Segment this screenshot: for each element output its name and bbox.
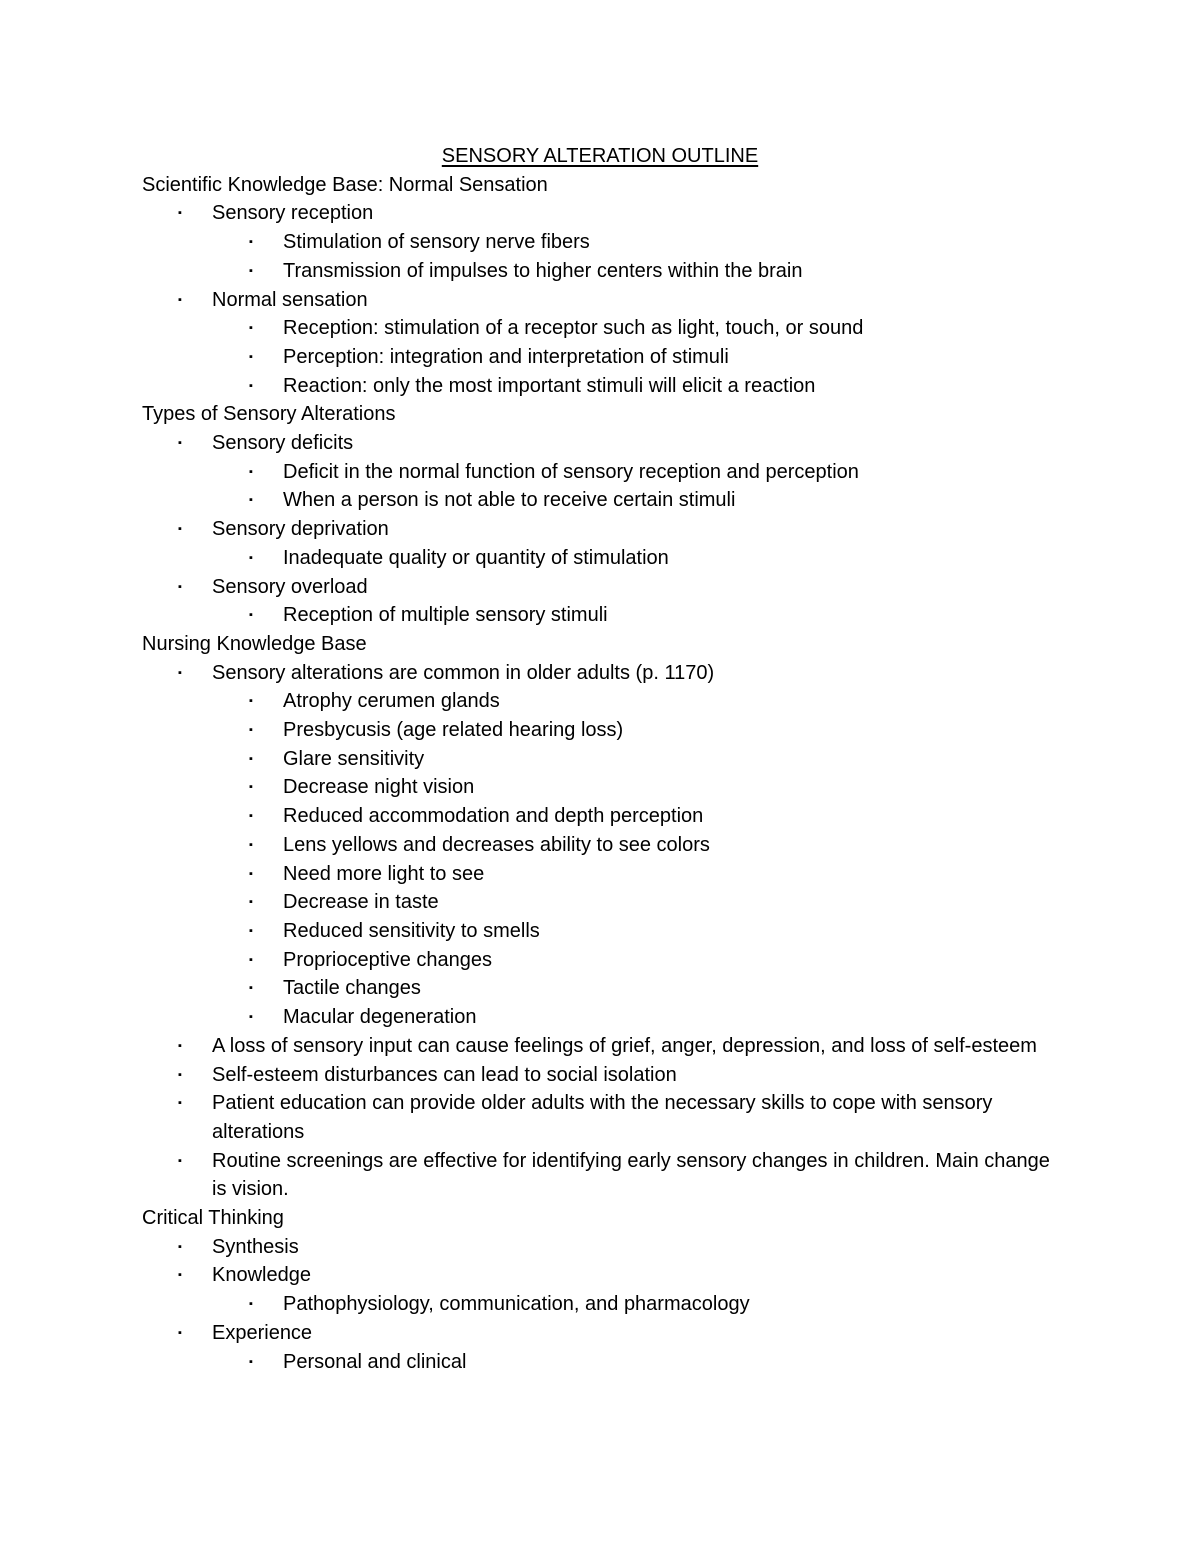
list-item-text: Normal sensation	[212, 288, 368, 311]
sub-list-item	[142, 257, 1082, 286]
sub-list-item-row	[142, 860, 1082, 889]
sub-bullet-list	[142, 458, 1082, 515]
square-bullet-icon: ▪	[249, 752, 253, 765]
sub-list-item-text: Lens yellows and decreases ability to see colors	[283, 833, 710, 856]
list-item-row	[142, 1061, 1082, 1090]
list-item	[142, 286, 1082, 401]
sub-bullet-list	[142, 687, 1082, 1031]
sub-list-item-row	[142, 745, 1082, 774]
list-item-row	[142, 573, 1082, 602]
sub-bullet-list	[142, 228, 1082, 285]
sub-list-item	[142, 860, 1082, 889]
square-bullet-icon: ▪	[249, 1011, 253, 1024]
square-bullet-icon: ▪	[178, 293, 182, 306]
sub-list-item-text: Glare sensitivity	[283, 747, 425, 770]
list-item-row	[142, 1233, 1082, 1262]
sub-list-item-row	[142, 544, 1082, 573]
sub-bullet-list	[142, 314, 1082, 400]
sub-list-item-text: Reduced sensitivity to smells	[283, 919, 540, 942]
square-bullet-icon: ▪	[249, 551, 253, 564]
list-item-row	[142, 1147, 1082, 1204]
list-item	[142, 659, 1082, 1032]
sub-list-item-text: Stimulation of sensory nerve fibers	[283, 231, 590, 254]
sub-list-item	[142, 458, 1082, 487]
sub-list-item-row	[142, 314, 1082, 343]
list-item-row	[142, 286, 1082, 315]
square-bullet-icon: ▪	[249, 236, 253, 249]
square-bullet-icon: ▪	[178, 1068, 182, 1081]
sub-list-item	[142, 802, 1082, 831]
sub-bullet-list	[142, 544, 1082, 573]
document-title: SENSORY ALTERATION OUTLINE	[441, 145, 759, 167]
list-item	[142, 1032, 1082, 1061]
section-heading: Critical Thinking	[142, 1207, 284, 1230]
sub-list-item-row	[142, 917, 1082, 946]
sub-list-item	[142, 228, 1082, 257]
list-item-row	[142, 199, 1082, 228]
list-item	[142, 199, 1082, 285]
sub-list-item-text: Reception: stimulation of a receptor such as light, touch, or sound	[283, 317, 864, 340]
sub-list-item-row	[142, 687, 1082, 716]
square-bullet-icon: ▪	[249, 724, 253, 737]
sub-list-item	[142, 687, 1082, 716]
sub-list-item-text: Transmission of impulses to higher centers within the brain	[283, 259, 803, 282]
square-bullet-icon: ▪	[249, 838, 253, 851]
sub-list-item	[142, 773, 1082, 802]
outline	[142, 171, 1082, 1377]
bullet-list	[142, 429, 1082, 630]
list-item-text: Sensory reception	[212, 202, 374, 225]
sub-list-item-row	[142, 372, 1082, 401]
sub-bullet-list	[142, 601, 1082, 630]
sub-list-item-text: Need more light to see	[283, 862, 485, 885]
sub-list-item	[142, 314, 1082, 343]
list-item	[142, 1233, 1082, 1262]
square-bullet-icon: ▪	[249, 695, 253, 708]
sub-list-item	[142, 745, 1082, 774]
list-item-text: Sensory alterations are common in older adults (p. 1170)	[212, 661, 715, 684]
square-bullet-icon: ▪	[178, 437, 182, 450]
list-item-row	[142, 429, 1082, 458]
list-item-text: Sensory overload	[212, 575, 368, 598]
sub-list-item-row	[142, 1290, 1082, 1319]
bullet-list	[142, 659, 1082, 1204]
sub-list-item	[142, 831, 1082, 860]
sub-list-item-row	[142, 946, 1082, 975]
sub-list-item-text: Presbycusis (age related hearing loss)	[283, 719, 624, 742]
section-heading: Scientific Knowledge Base: Normal Sensation	[142, 173, 548, 196]
list-item-text: Sensory deprivation	[212, 518, 389, 541]
square-bullet-icon: ▪	[249, 609, 253, 622]
square-bullet-icon: ▪	[178, 207, 182, 220]
sub-list-item-row	[142, 831, 1082, 860]
square-bullet-icon: ▪	[178, 1154, 182, 1167]
list-item	[142, 1147, 1082, 1204]
sub-list-item-text: Decrease in taste	[283, 891, 439, 914]
list-item	[142, 1261, 1082, 1318]
sub-list-item	[142, 486, 1082, 515]
sub-list-item-row	[142, 773, 1082, 802]
square-bullet-icon: ▪	[249, 494, 253, 507]
sub-list-item-row	[142, 228, 1082, 257]
list-item-row	[142, 515, 1082, 544]
list-item-row	[142, 1032, 1082, 1061]
bullet-list	[142, 199, 1082, 400]
sub-list-item-text: Proprioceptive changes	[283, 948, 493, 971]
list-item	[142, 1061, 1082, 1090]
list-item-row	[142, 1319, 1082, 1348]
sub-list-item-row	[142, 1003, 1082, 1032]
list-item	[142, 573, 1082, 630]
sub-list-item-text: Reception of multiple sensory stimuli	[283, 604, 608, 627]
sub-bullet-list	[142, 1290, 1082, 1319]
document-page	[142, 142, 1082, 1376]
sub-list-item	[142, 917, 1082, 946]
square-bullet-icon: ▪	[249, 350, 253, 363]
sub-list-item-row	[142, 458, 1082, 487]
sub-list-item	[142, 343, 1082, 372]
sub-list-item	[142, 1348, 1082, 1377]
list-item-text: Experience	[212, 1321, 313, 1344]
sub-bullet-list	[142, 1348, 1082, 1377]
list-item-text: Synthesis	[212, 1235, 299, 1258]
sub-list-item-text: Atrophy cerumen glands	[283, 690, 500, 713]
sub-list-item	[142, 974, 1082, 1003]
sub-list-item	[142, 888, 1082, 917]
sub-list-item	[142, 716, 1082, 745]
sub-list-item	[142, 372, 1082, 401]
square-bullet-icon: ▪	[249, 1298, 253, 1311]
square-bullet-icon: ▪	[178, 1039, 182, 1052]
section-heading: Nursing Knowledge Base	[142, 632, 367, 655]
square-bullet-icon: ▪	[249, 867, 253, 880]
list-item	[142, 1319, 1082, 1376]
square-bullet-icon: ▪	[178, 666, 182, 679]
list-item	[142, 515, 1082, 572]
list-item-text: A loss of sensory input can cause feelings of grief, anger, depression, and loss of self-esteem	[212, 1034, 1037, 1057]
section-heading: Types of Sensory Alterations	[142, 403, 396, 426]
square-bullet-icon: ▪	[249, 982, 253, 995]
sub-list-item-row	[142, 257, 1082, 286]
square-bullet-icon: ▪	[249, 953, 253, 966]
sub-list-item-text: Perception: integration and interpretation of stimuli	[283, 345, 729, 368]
square-bullet-icon: ▪	[249, 924, 253, 937]
sub-list-item-row	[142, 716, 1082, 745]
square-bullet-icon: ▪	[249, 1355, 253, 1368]
sub-list-item-row	[142, 343, 1082, 372]
square-bullet-icon: ▪	[178, 1240, 182, 1253]
square-bullet-icon: ▪	[249, 264, 253, 277]
square-bullet-icon: ▪	[178, 1326, 182, 1339]
sub-list-item-row	[142, 802, 1082, 831]
sub-list-item-row	[142, 601, 1082, 630]
square-bullet-icon: ▪	[249, 781, 253, 794]
sub-list-item-row	[142, 974, 1082, 1003]
sub-list-item-text: Decrease night vision	[283, 776, 475, 799]
sub-list-item	[142, 601, 1082, 630]
sub-list-item-text: Tactile changes	[283, 977, 421, 1000]
sub-list-item	[142, 1003, 1082, 1032]
sub-list-item-text: Reaction: only the most important stimuli will elicit a reaction	[283, 374, 816, 397]
sub-list-item-row	[142, 486, 1082, 515]
list-item-text: Patient education can provide older adults with the necessary skills to cope with sensory alterations	[212, 1092, 993, 1143]
square-bullet-icon: ▪	[178, 580, 182, 593]
square-bullet-icon: ▪	[249, 810, 253, 823]
square-bullet-icon: ▪	[178, 523, 182, 536]
sub-list-item-text: Reduced accommodation and depth perception	[283, 805, 704, 828]
bullet-list	[142, 1233, 1082, 1377]
square-bullet-icon: ▪	[178, 1269, 182, 1282]
list-item-text: Sensory deficits	[212, 432, 354, 455]
list-item	[142, 1089, 1082, 1146]
square-bullet-icon: ▪	[249, 379, 253, 392]
square-bullet-icon: ▪	[178, 1097, 182, 1110]
sub-list-item-row	[142, 1348, 1082, 1377]
sub-list-item	[142, 544, 1082, 573]
list-item-row	[142, 1089, 1082, 1146]
square-bullet-icon: ▪	[249, 322, 253, 335]
sub-list-item-text: When a person is not able to receive certain stimuli	[283, 489, 736, 512]
sub-list-item-text: Inadequate quality or quantity of stimulation	[283, 546, 669, 569]
sub-list-item-text: Macular degeneration	[283, 1006, 477, 1029]
list-item-text: Knowledge	[212, 1264, 311, 1287]
list-item-row	[142, 659, 1082, 688]
list-item-text: Self-esteem disturbances can lead to social isolation	[212, 1063, 677, 1086]
sub-list-item	[142, 1290, 1082, 1319]
sub-list-item	[142, 946, 1082, 975]
square-bullet-icon: ▪	[249, 465, 253, 478]
list-item-text: Routine screenings are effective for identifying early sensory changes in children. Main change is vision.	[212, 1149, 1050, 1201]
sub-list-item-text: Deficit in the normal function of sensory reception and perception	[283, 460, 859, 483]
sub-list-item-text: Pathophysiology, communication, and pharmacology	[283, 1293, 750, 1316]
sub-list-item-text: Personal and clinical	[283, 1350, 467, 1373]
sub-list-item-row	[142, 888, 1082, 917]
list-item	[142, 429, 1082, 515]
square-bullet-icon: ▪	[249, 896, 253, 909]
list-item-row	[142, 1261, 1082, 1290]
